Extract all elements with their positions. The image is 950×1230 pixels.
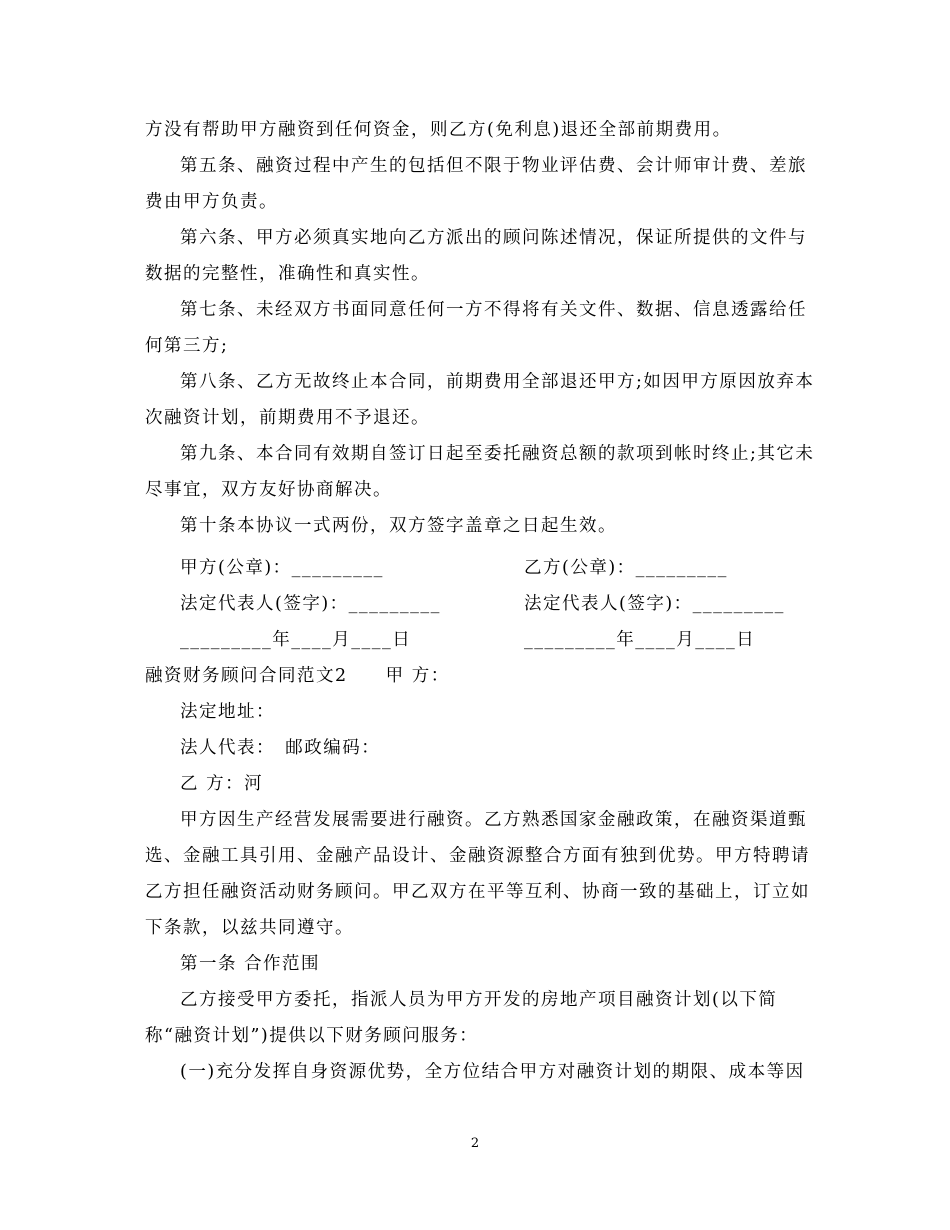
party-a-date: _________年____月____日 xyxy=(180,630,412,650)
paragraph-line: 方没有帮助甲方融资到任何资金，则乙方(免利息)退还全部前期费用。 xyxy=(145,120,732,140)
paragraph-line: 第五条、融资过程中产生的包括但不限于物业评估费、会计师审计费、差旅 xyxy=(180,156,807,176)
paragraph-line: 尽事宜，双方友好协商解决。 xyxy=(145,480,392,500)
paragraph-line: 法定地址： xyxy=(180,702,275,722)
paragraph-line: 法人代表： 邮政编码： xyxy=(180,738,381,758)
paragraph-line: 第十条本协议一式两份，双方签字盖章之日起生效。 xyxy=(180,516,617,536)
paragraph-line: 乙方担任融资活动财务顾问。甲乙双方在平等互利、协商一致的基础上，订立如 xyxy=(145,882,810,902)
paragraph-line: 何第三方; xyxy=(145,336,229,356)
party-b-representative: 法定代表人(签字)：_________ xyxy=(524,594,785,614)
paragraph-line: 第一条 合作范围 xyxy=(180,954,321,974)
page-number: 2 xyxy=(470,1136,480,1151)
party-b-date: _________年____月____日 xyxy=(524,630,756,650)
paragraph-line: 下条款，以兹共同遵守。 xyxy=(145,918,354,938)
paragraph-line: 第九条、本合同有效期自签订日起至委托融资总额的款项到帐时终止;其它未 xyxy=(180,444,815,464)
paragraph-line: 选、金融工具引用、金融产品设计、金融资源整合方面有独到优势。甲方特聘请 xyxy=(145,846,810,866)
paragraph-line: 次融资计划，前期费用不予退还。 xyxy=(145,408,430,428)
party-a-representative: 法定代表人(签字)：_________ xyxy=(180,594,441,614)
paragraph-line: (一)充分发挥自身资源优势，全方位结合甲方对融资计划的期限、成本等因 xyxy=(180,1062,805,1082)
paragraph-line: 称“融资计划”)提供以下财务顾问服务： xyxy=(145,1026,479,1046)
paragraph-line: 第七条、未经双方书面同意任何一方不得将有关文件、数据、信息透露给任 xyxy=(180,300,807,320)
paragraph-line: 数据的完整性，准确性和真实性。 xyxy=(145,264,430,284)
paragraph-line: 甲方因生产经营发展需要进行融资。乙方熟悉国家金融政策，在融资渠道甄 xyxy=(180,810,807,830)
paragraph-line: 费由甲方负责。 xyxy=(145,192,278,212)
paragraph-line: 第八条、乙方无故终止本合同，前期费用全部退还甲方;如因甲方原因放弃本 xyxy=(180,372,815,392)
party-a-seal: 甲方(公章)：_________ xyxy=(180,558,384,578)
section-title: 融资财务顾问合同范文2 甲 方： xyxy=(145,666,450,686)
paragraph-line: 第六条、甲方必须真实地向乙方派出的顾问陈述情况，保证所提供的文件与 xyxy=(180,228,807,248)
paragraph-line: 乙 方：河 xyxy=(180,774,264,794)
party-b-seal: 乙方(公章)：_________ xyxy=(524,558,728,578)
paragraph-line: 乙方接受甲方委托，指派人员为甲方开发的房地产项目融资计划(以下简 xyxy=(180,990,778,1010)
